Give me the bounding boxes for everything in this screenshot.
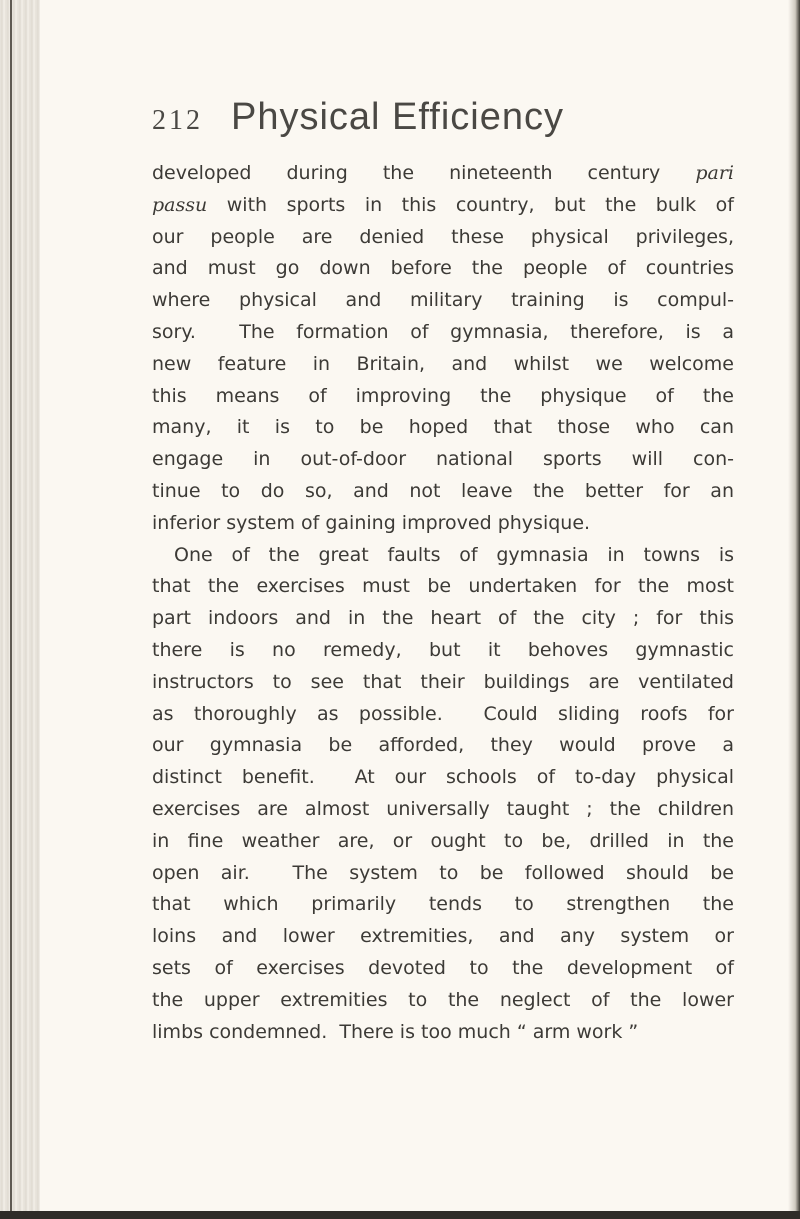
line-text: there is no remedy, but it behoves gymnastic [152, 638, 734, 661]
binding-edge [10, 0, 12, 1219]
line-text: in fine weather are, or ought to be, drilled in the [152, 829, 734, 852]
line-text: loins and lower extremities, and any system or [152, 925, 734, 948]
page-right-edge [788, 0, 800, 1219]
text-line [152, 667, 734, 699]
page-bottom-edge [0, 1211, 800, 1219]
text-line [152, 762, 734, 794]
line-text: the upper extremities to the neglect of the lower [152, 988, 734, 1011]
text-line [152, 858, 734, 890]
line-text: many, it is to be hoped that those who can [152, 416, 734, 439]
text-line [152, 699, 734, 731]
line-text: this means of improving the physique of the [152, 384, 734, 407]
line-text: with sports in this country, but the bulk of [207, 193, 734, 216]
running-title: Physical Efficiency [231, 96, 564, 138]
book-spine-shadow [0, 0, 40, 1219]
text-line [152, 381, 734, 413]
body-text [152, 158, 734, 1048]
text-line [152, 476, 734, 508]
text-line [152, 730, 734, 762]
text-line [152, 985, 734, 1017]
line-text: part indoors and in the heart of the city ; for this [152, 607, 734, 630]
line-text: inferior system of gaining improved physique. [152, 511, 591, 534]
line-text: new feature in Britain, and whilst we welcome [152, 352, 734, 375]
line-text: developed during the nineteenth century [152, 162, 661, 184]
line-text: engage in out-of-door national sports will con- [152, 448, 734, 471]
line-text: that the exercises must be undertaken for the most [152, 575, 734, 598]
line-text: sets of exercises devoted to the development of [152, 956, 734, 979]
text-line [152, 1017, 734, 1049]
italic-phrase: pari [695, 162, 735, 184]
line-text: our gymnasia be afforded, they would prove a [152, 734, 734, 757]
line-text: sory. The formation of gymnasia, therefore, is a [152, 320, 734, 343]
text-line [152, 826, 734, 858]
line-text: distinct benefit. At our schools of to-day physical [152, 766, 734, 789]
text-line [152, 953, 734, 985]
text-line [152, 603, 734, 635]
text-line [152, 794, 734, 826]
text-line [152, 158, 734, 190]
text-line [152, 444, 734, 476]
text-line [152, 889, 734, 921]
line-text: and must go down before the people of countries [152, 257, 734, 280]
line-text: our people are denied these physical privileges, [152, 225, 734, 248]
text-line [152, 412, 734, 444]
text-line [152, 540, 734, 572]
line-text: instructors to see that their buildings are ventilated [152, 670, 734, 693]
line-text: as thoroughly as possible. Could sliding roofs for [152, 702, 734, 725]
running-header [152, 96, 564, 144]
text-line [152, 253, 734, 285]
text-line [152, 921, 734, 953]
page-number: 212 [152, 105, 203, 136]
line-text: tinue to do so, and not leave the better for an [152, 479, 734, 502]
text-line [152, 508, 734, 540]
italic-phrase: passu [152, 193, 208, 216]
text-line [152, 349, 734, 381]
line-text: where physical and military training is compul- [152, 289, 734, 312]
line-text: exercises are almost universally taught ; the children [152, 797, 734, 820]
text-line [152, 317, 734, 349]
line-text: open air. The system to be followed should be [152, 861, 734, 884]
line-text: One of the great faults of gymnasia in towns is [174, 543, 734, 566]
text-line [152, 285, 734, 317]
line-text: that which primarily tends to strengthen the [152, 893, 734, 916]
text-line [152, 635, 734, 667]
text-line [152, 222, 734, 254]
text-line [152, 190, 734, 222]
text-line [152, 571, 734, 603]
line-text: limbs condemned. There is too much “ arm work ” [152, 1020, 639, 1043]
